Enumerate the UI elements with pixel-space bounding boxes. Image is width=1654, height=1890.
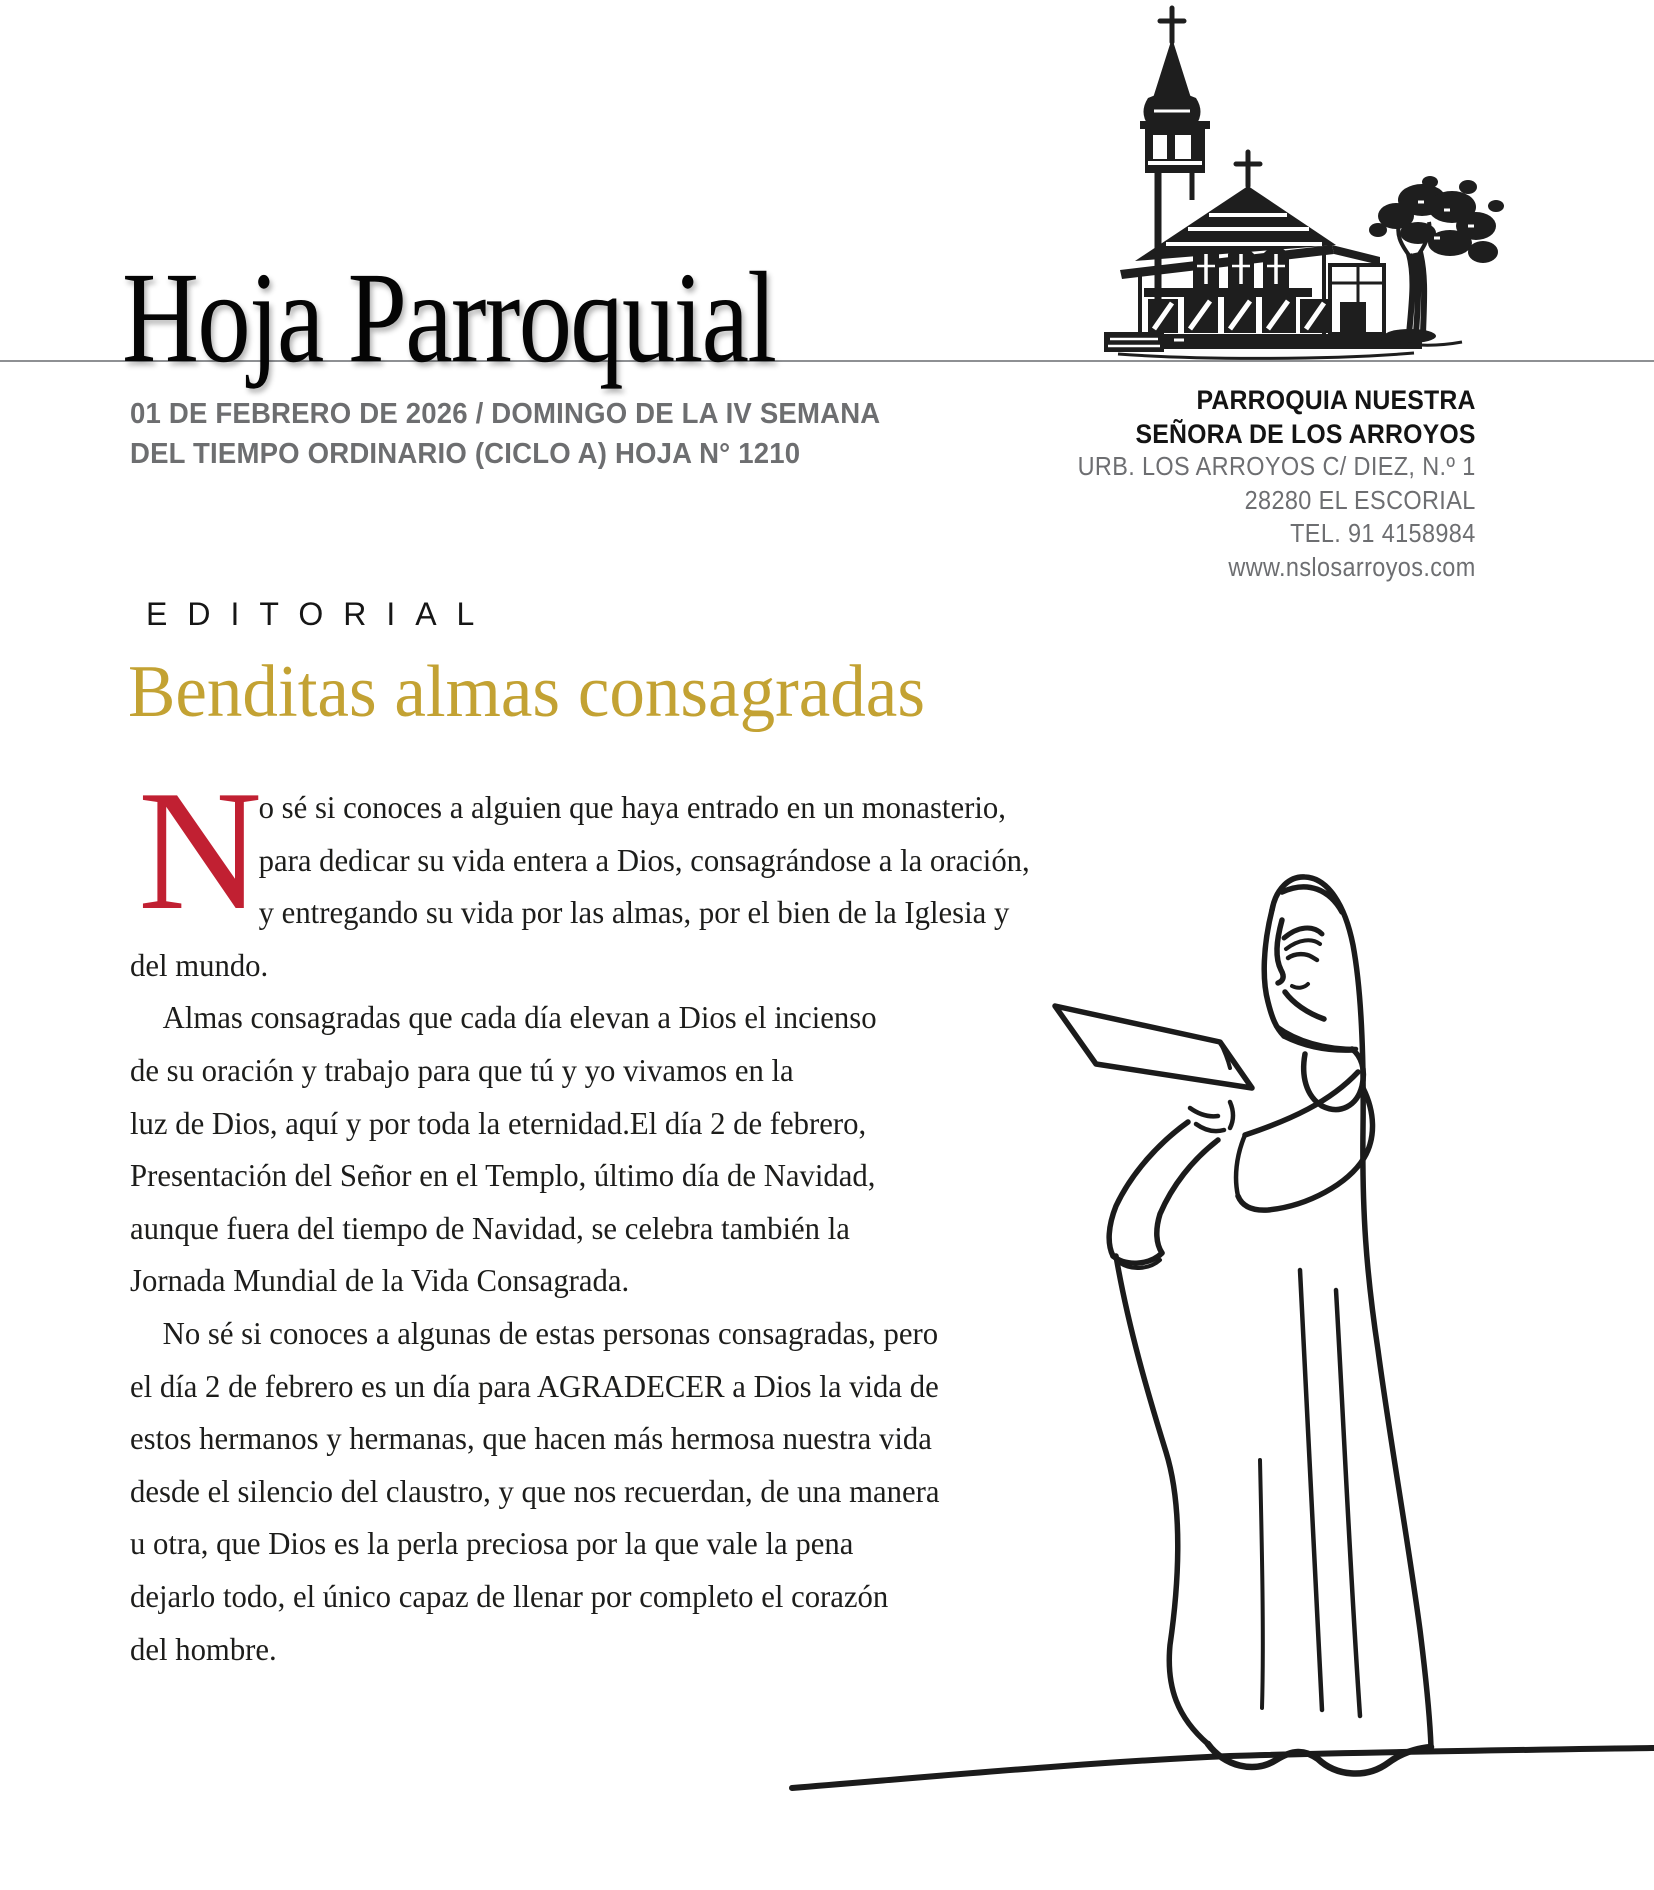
issue-date-line-2: DEL TIEMPO ORDINARIO (CICLO A) HOJA N° 1210 xyxy=(130,438,801,470)
drop-cap: N xyxy=(138,756,263,946)
tree-icon xyxy=(1369,176,1504,345)
body-line: u otra, que Dios es la perla preciosa por la que vale la pena xyxy=(130,1525,854,1562)
body-line: del mundo. xyxy=(130,946,269,983)
parish-contact-block xyxy=(1078,384,1476,585)
section-label-editorial: EDITORIAL xyxy=(146,596,495,632)
body-line: Almas consagradas que cada día elevan a Dios el incienso xyxy=(162,999,877,1036)
parish-name-line-1: PARROQUIA NUESTRA xyxy=(1196,385,1476,415)
issue-date-line-1: 01 DE FEBRERO DE 2026 / DOMINGO DE LA IV SEMANA xyxy=(130,398,881,430)
parish-address-line-1: URB. LOS ARROYOS C/ DIEZ, N.º 1 xyxy=(1077,453,1476,481)
body-line: dejarlo todo, el único capaz de llenar por completo el corazón xyxy=(130,1577,889,1614)
church-illustration xyxy=(1078,2,1508,372)
body-line: aunque fuera del tiempo de Navidad, se celebra también la xyxy=(130,1209,850,1246)
body-line: No sé si conoces a algunas de estas personas consagradas, pero xyxy=(162,1314,939,1351)
ground-line xyxy=(792,1748,1654,1788)
parish-address-line-2: 28280 EL ESCORIAL xyxy=(1244,486,1476,515)
nun-illustration xyxy=(760,850,1654,1890)
parish-name-line-2: SEÑORA DE LOS ARROYOS xyxy=(1135,418,1476,449)
body-line: Presentación del Señor en el Templo, último día de Navidad, xyxy=(130,1157,876,1194)
body-line: para dedicar su vida entera a Dios, consagrándose a la oración, xyxy=(258,841,1030,878)
editorial-headline: Benditas almas consagradas xyxy=(128,651,925,733)
body-line: estos hermanos y hermanas, que hacen más hermosa nuestra vida xyxy=(130,1420,932,1457)
body-line: del hombre. xyxy=(130,1630,277,1667)
body-line: luz de Dios, aquí y por toda la eternidad.El día 2 de febrero, xyxy=(130,1104,867,1141)
body-line: o sé si conoces a alguien que haya entrado en un monasterio, xyxy=(258,789,1006,825)
body-line: Jornada Mundial de la Vida Consagrada. xyxy=(130,1262,630,1299)
newsletter-title: Hoja Parroquial xyxy=(122,246,776,390)
body-line: el día 2 de febrero es un día para AGRADECER a Dios la vida de xyxy=(130,1367,939,1404)
body-line: y entregando su vida por las almas, por el bien de la Iglesia y xyxy=(258,894,1010,931)
parish-phone: TEL. 91 4158984 xyxy=(1290,520,1476,548)
body-line: desde el silencio del claustro, y que nos recuerdan, de una manera xyxy=(130,1472,940,1509)
body-line: de su oración y trabajo para que tú y yo vivamos en la xyxy=(130,1051,794,1088)
issue-date-block xyxy=(130,394,880,474)
church-nave-icon xyxy=(1104,152,1422,358)
parish-website: www.nslosarroyos.com xyxy=(1228,553,1476,582)
